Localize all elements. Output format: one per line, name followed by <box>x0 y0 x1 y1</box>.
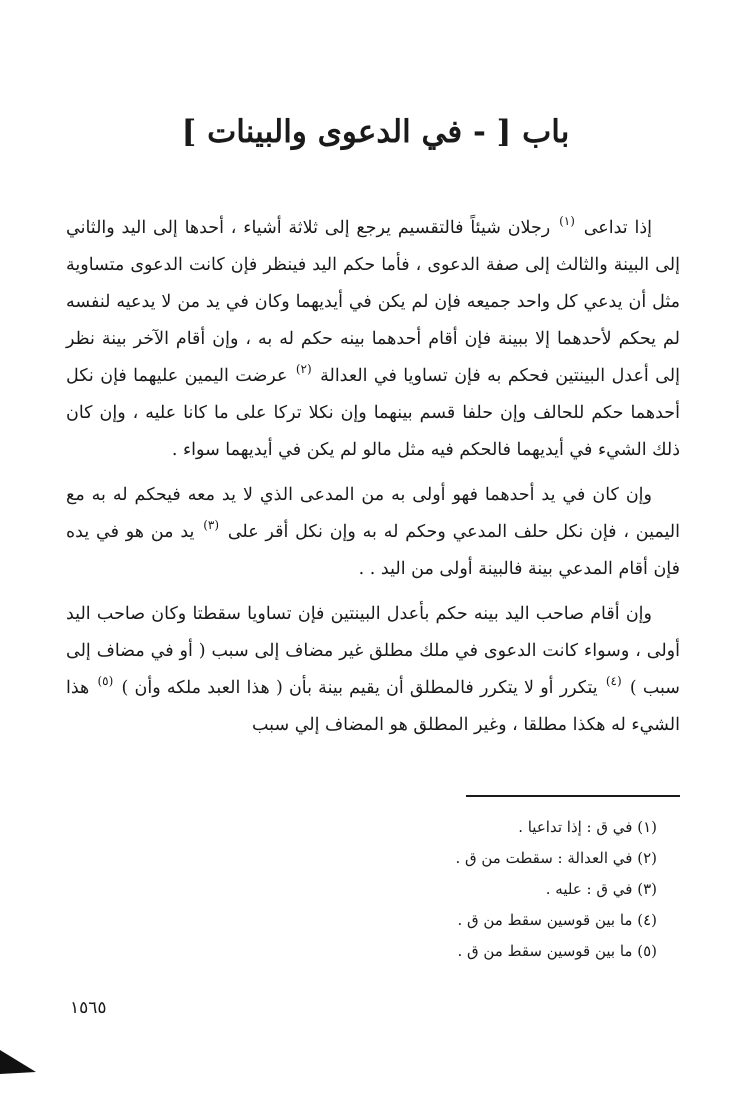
text-run: يد من هو في يده فإن أقام المدعي بينة فالبينة أولى من اليد . . <box>66 522 680 579</box>
footnote-ref: (٤) <box>605 674 622 688</box>
footnote-divider <box>466 795 680 797</box>
text-run: رجلان شيئاً فالتقسيم يرجع إلى ثلاثة أشياء ، أحدها إلى اليد والثاني إلى البينة والثالث إلى صفة الدعوى ، فأما حكم اليد فينظر فإن كانت الدعوى متساوية مثل أن يدعي كل واحد جميعه فإن لم يكن في أيديهما وكان في يد من لا يدعيه لنفسه لم يحكم لأحدهما إلا ببينة فإن أقام أحدهما بينه حكم له به ، وإن أقام الآخر بينة نظر إلى أعدل البينتين فحكم به فإن تساويا في العدالة <box>66 218 680 386</box>
page-number: ١٥٦٥ <box>70 998 107 1018</box>
footnote-item: (٥) ما بين قوسين سقط من ق . <box>457 942 657 960</box>
paragraph <box>66 477 680 588</box>
paragraph <box>66 210 680 469</box>
text-run: وإن أقام صاحب اليد بينه حكم بأعدل البينتين فإن تساويا سقطتا وكان صاحب اليد أولى ، وسواء كانت الدعوى في ملك مطلق غير مضاف إلى سبب ( أو في مضاف إلى سبب ) <box>66 604 680 698</box>
text-run: عرضت اليمين عليهما فإن نكل أحدهما حكم للحالف وإن حلفا قسم بينهما وإن نكلا تركا على ما كانا عليه ، وإن كان ذلك الشيء في أيديهما فالحكم فيه مثل مالو لم يكن في أيديهما سواء . <box>66 366 680 460</box>
text-run: هذا الشيء له هكذا مطلقا ، وغير المطلق هو المضاف إلي سبب <box>66 678 680 735</box>
text-run: يتكرر أو لا يتكرر فالمطلق أن يقيم بينة بأن ( هذا العبد ملكه وأن ) <box>121 678 598 698</box>
paragraph <box>66 596 680 744</box>
footnote-ref: (١) <box>559 214 575 228</box>
text-run: وإن كان في يد أحدهما فهو أولى به من المدعى الذي لا يد معه فيحكم له به مع اليمين ، فإن نكل حلف المدعي وحكم له به وإن نكل أقر على <box>66 485 680 542</box>
text-run: إذا تداعى <box>583 218 652 238</box>
footnote-item: (٣) في ق : عليه . <box>545 880 657 898</box>
footnote-ref: (٥) <box>97 674 114 688</box>
footnote-item: (١) في ق : إذا تداعيا . <box>518 818 657 836</box>
footnote-item: (٢) في العدالة : سقطت من ق . <box>455 849 657 867</box>
main-text <box>66 210 680 752</box>
corner-triangle-icon <box>0 1050 36 1074</box>
footnote-ref: (٢) <box>295 362 312 376</box>
footnote-item: (٤) ما بين قوسين سقط من ق . <box>457 911 657 929</box>
chapter-title: باب [ - في الدعوى والبينات ] <box>181 114 570 150</box>
footnote-ref: (٣) <box>203 518 220 532</box>
footnotes <box>197 812 657 967</box>
